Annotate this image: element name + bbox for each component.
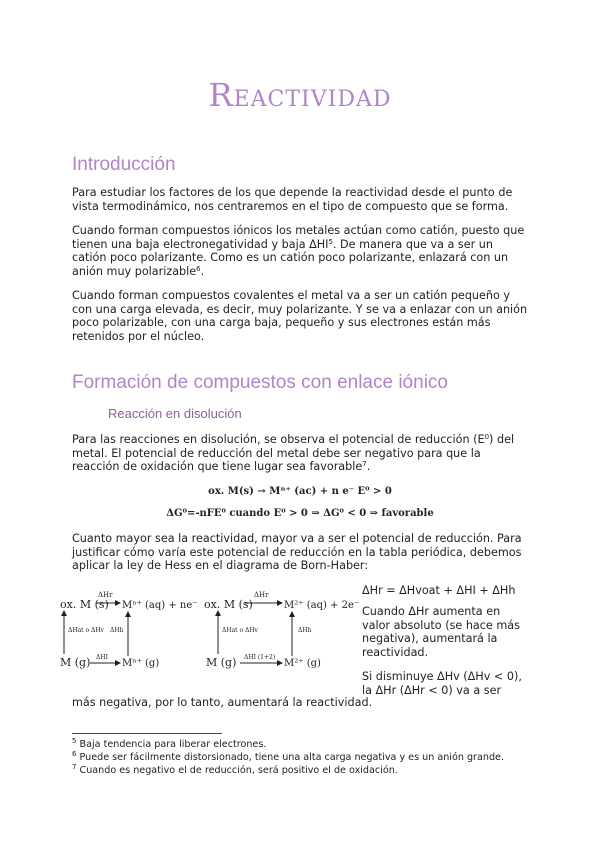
born-haber-diagram xyxy=(60,584,360,676)
right-left-arrow-label: ΔHat o ΔHv xyxy=(222,627,258,634)
ionic-paragraph-2: Cuanto mayor sea la reactividad, mayor va a ser el potencial de reducción. Para justificar cómo varía este potencial de reducción en la tabla periódica, debemos aplicar la ley de Hess en el diagrama de Born-Haber: xyxy=(72,532,522,573)
born-haber-cycle-left xyxy=(60,591,198,669)
left-top-right-label: Mⁿ⁺ (aq) + ne⁻ xyxy=(122,600,198,611)
side-paragraph-1: Cuando ΔHr aumenta en valor absoluto (se hace más negativa), aumentará la reactividad. xyxy=(362,605,520,659)
gibbs-equation: ΔG⁰=-nFE⁰ cuando E⁰ > 0 ⇒ ΔG⁰ < 0 ⇒ favorable xyxy=(166,508,434,519)
ionic-paragraph-tail: más negativa, por lo tanto, aumentará la reactividad. xyxy=(72,696,373,709)
page-title: Reactividad xyxy=(208,76,392,114)
right-top-left-label: ox. M (s) xyxy=(204,598,253,611)
side-paragraph-2: Si disminuye ΔHv (ΔHv < 0), la ΔHr (ΔHr < 0) va a ser xyxy=(362,670,522,697)
footnote-7: $^7$ Cuando es negativo el de reducción, será positivo el de oxidación. xyxy=(72,763,398,776)
right-bottom-left-label: M (g) xyxy=(206,656,237,669)
enthalpy-sum-equation: ΔHr = ΔHvoat + ΔHI + ΔHh xyxy=(362,584,516,597)
ionic-paragraph-1: Para las reacciones en disolución, se observa el potencial de reducción $(E^0)$ del metal. El potencial de reducción del metal debe ser negativo para que la reacción de oxidación que tiene lugar sea favorable$^7$. xyxy=(72,433,515,474)
right-bottom-right-label: M²⁺ (g) xyxy=(284,658,321,669)
section-heading-introduccion: Introducción xyxy=(72,154,176,175)
left-right-arrow-label: ΔHh xyxy=(110,627,124,634)
oxidation-equation: ox. M(s) → Mⁿ⁺ (ac) + n e⁻ E⁰ > 0 xyxy=(208,486,392,497)
intro-paragraph-3: Cuando forman compuestos covalentes el metal va a ser un catión pequeño y con una carga elevada, es decir, muy polarizante. Y se va a enlazar con un anión poco polarizable, con una carga baja, pequeño y sus electrones están más retenidos por el núcleo. xyxy=(72,289,528,343)
footnote-5: $^5$ Baja tendencia para liberar electrones. xyxy=(72,737,267,750)
intro-paragraph-1: Para estudiar los factores de los que depende la reactividad desde el punto de vista termodinámico, nos centraremos en el tipo de compuesto que se forma. xyxy=(72,186,513,213)
footnote-6: $^6$ Puede ser fácilmente distorsionado, tiene una alta carga negativa y es un anión grande. xyxy=(72,750,505,763)
left-top-arrow-label: ΔHr xyxy=(98,591,113,599)
left-bottom-arrow-label: ΔHI xyxy=(96,654,108,661)
subheading-reaccion-disolucion: Reacción en disolución xyxy=(108,406,242,421)
left-top-left-label: ox. M (s) xyxy=(60,598,109,611)
left-left-arrow-label: ΔHat o ΔHv xyxy=(68,627,104,634)
right-top-arrow-label: ΔHr xyxy=(254,591,269,599)
right-bottom-arrow-label: ΔHI (1+2) xyxy=(244,654,276,661)
right-right-arrow-label: ΔHh xyxy=(298,627,312,634)
footnote-divider xyxy=(72,733,222,734)
right-top-right-label: M²⁺ (aq) + 2e⁻ xyxy=(284,600,360,611)
left-bottom-right-label: Mⁿ⁺ (g) xyxy=(122,658,160,669)
left-bottom-left-label: M (g) xyxy=(60,656,91,669)
intro-paragraph-2: Cuando forman compuestos iónicos los metales actúan como catión, puesto que tienen una baja electronegatividad y baja ΔHI$^5$. De manera que va a ser un catión poco polarizante. Como es un catión poco polarizante, enlazará con un anión muy polarizable$^6$. xyxy=(72,224,525,278)
section-heading-enlace-ionico: Formación de compuestos con enlace iónico xyxy=(72,372,448,393)
born-haber-cycle-right xyxy=(204,591,359,669)
